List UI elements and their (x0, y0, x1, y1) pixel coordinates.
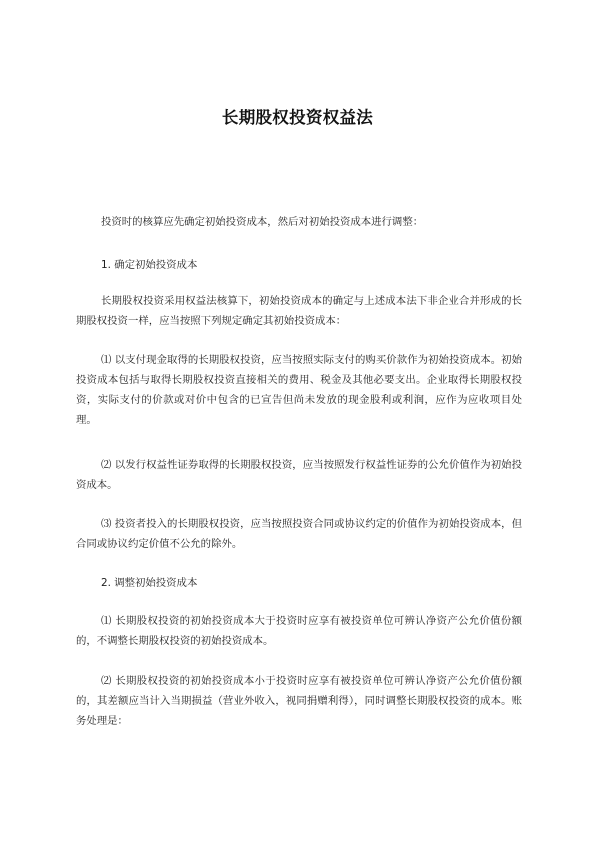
list-item-cost-less: ⑵ 长期股权投资的初始投资成本小于投资时应享有被投资单位可辨认净资产公允价值份额的，其差额应当计入当期损益（营业外收入，视同捐赠利得），同时调整长期股权投资的成本。账务处理是： (76, 675, 522, 727)
list-item-equity-securities: ⑵ 以发行权益性证券取得的长期股权投资，应当按照发行权益性证券的公允价值作为初始投资成本。 (76, 459, 522, 491)
section-heading-determine-cost: 1. 确定初始投资成本 (101, 259, 198, 271)
list-item-cash-acquisition: ⑴ 以支付现金取得的长期股权投资，应当按照实际支付的购买价款作为初始投资成本。初始投资成本包括与取得长期股权投资直接相关的费用、税金及其他必要支出。企业取得长期股权投资，实际支付的价款或对价中包含的已宣告但尚未发放的现金股利或利润，应作为应收项目处理。 (76, 354, 522, 426)
list-item-cost-greater: ⑴ 长期股权投资的初始投资成本大于投资时应享有被投资单位可辨认净资产公允价值份额的，不调整长期股权投资的初始投资成本。 (76, 615, 522, 647)
intro-paragraph: 投资时的核算应先确定初始投资成本，然后对初始投资成本进行调整： (101, 216, 424, 228)
list-item-investor-contribution: ⑶ 投资者投入的长期股权投资，应当按照投资合同或协议约定的价值作为初始投资成本，但合同或协议约定价值不公允的除外。 (76, 518, 522, 550)
document-title: 长期股权投资权益法 (221, 108, 374, 127)
section-heading-adjust-cost: 2. 调整初始投资成本 (101, 577, 198, 589)
paragraph-equity-method-rule: 长期股权投资采用权益法核算下，初始投资成本的确定与上述成本法下非企业合并形成的长期股权投资一样，应当按照下列规定确定其初始投资成本： (76, 295, 522, 327)
